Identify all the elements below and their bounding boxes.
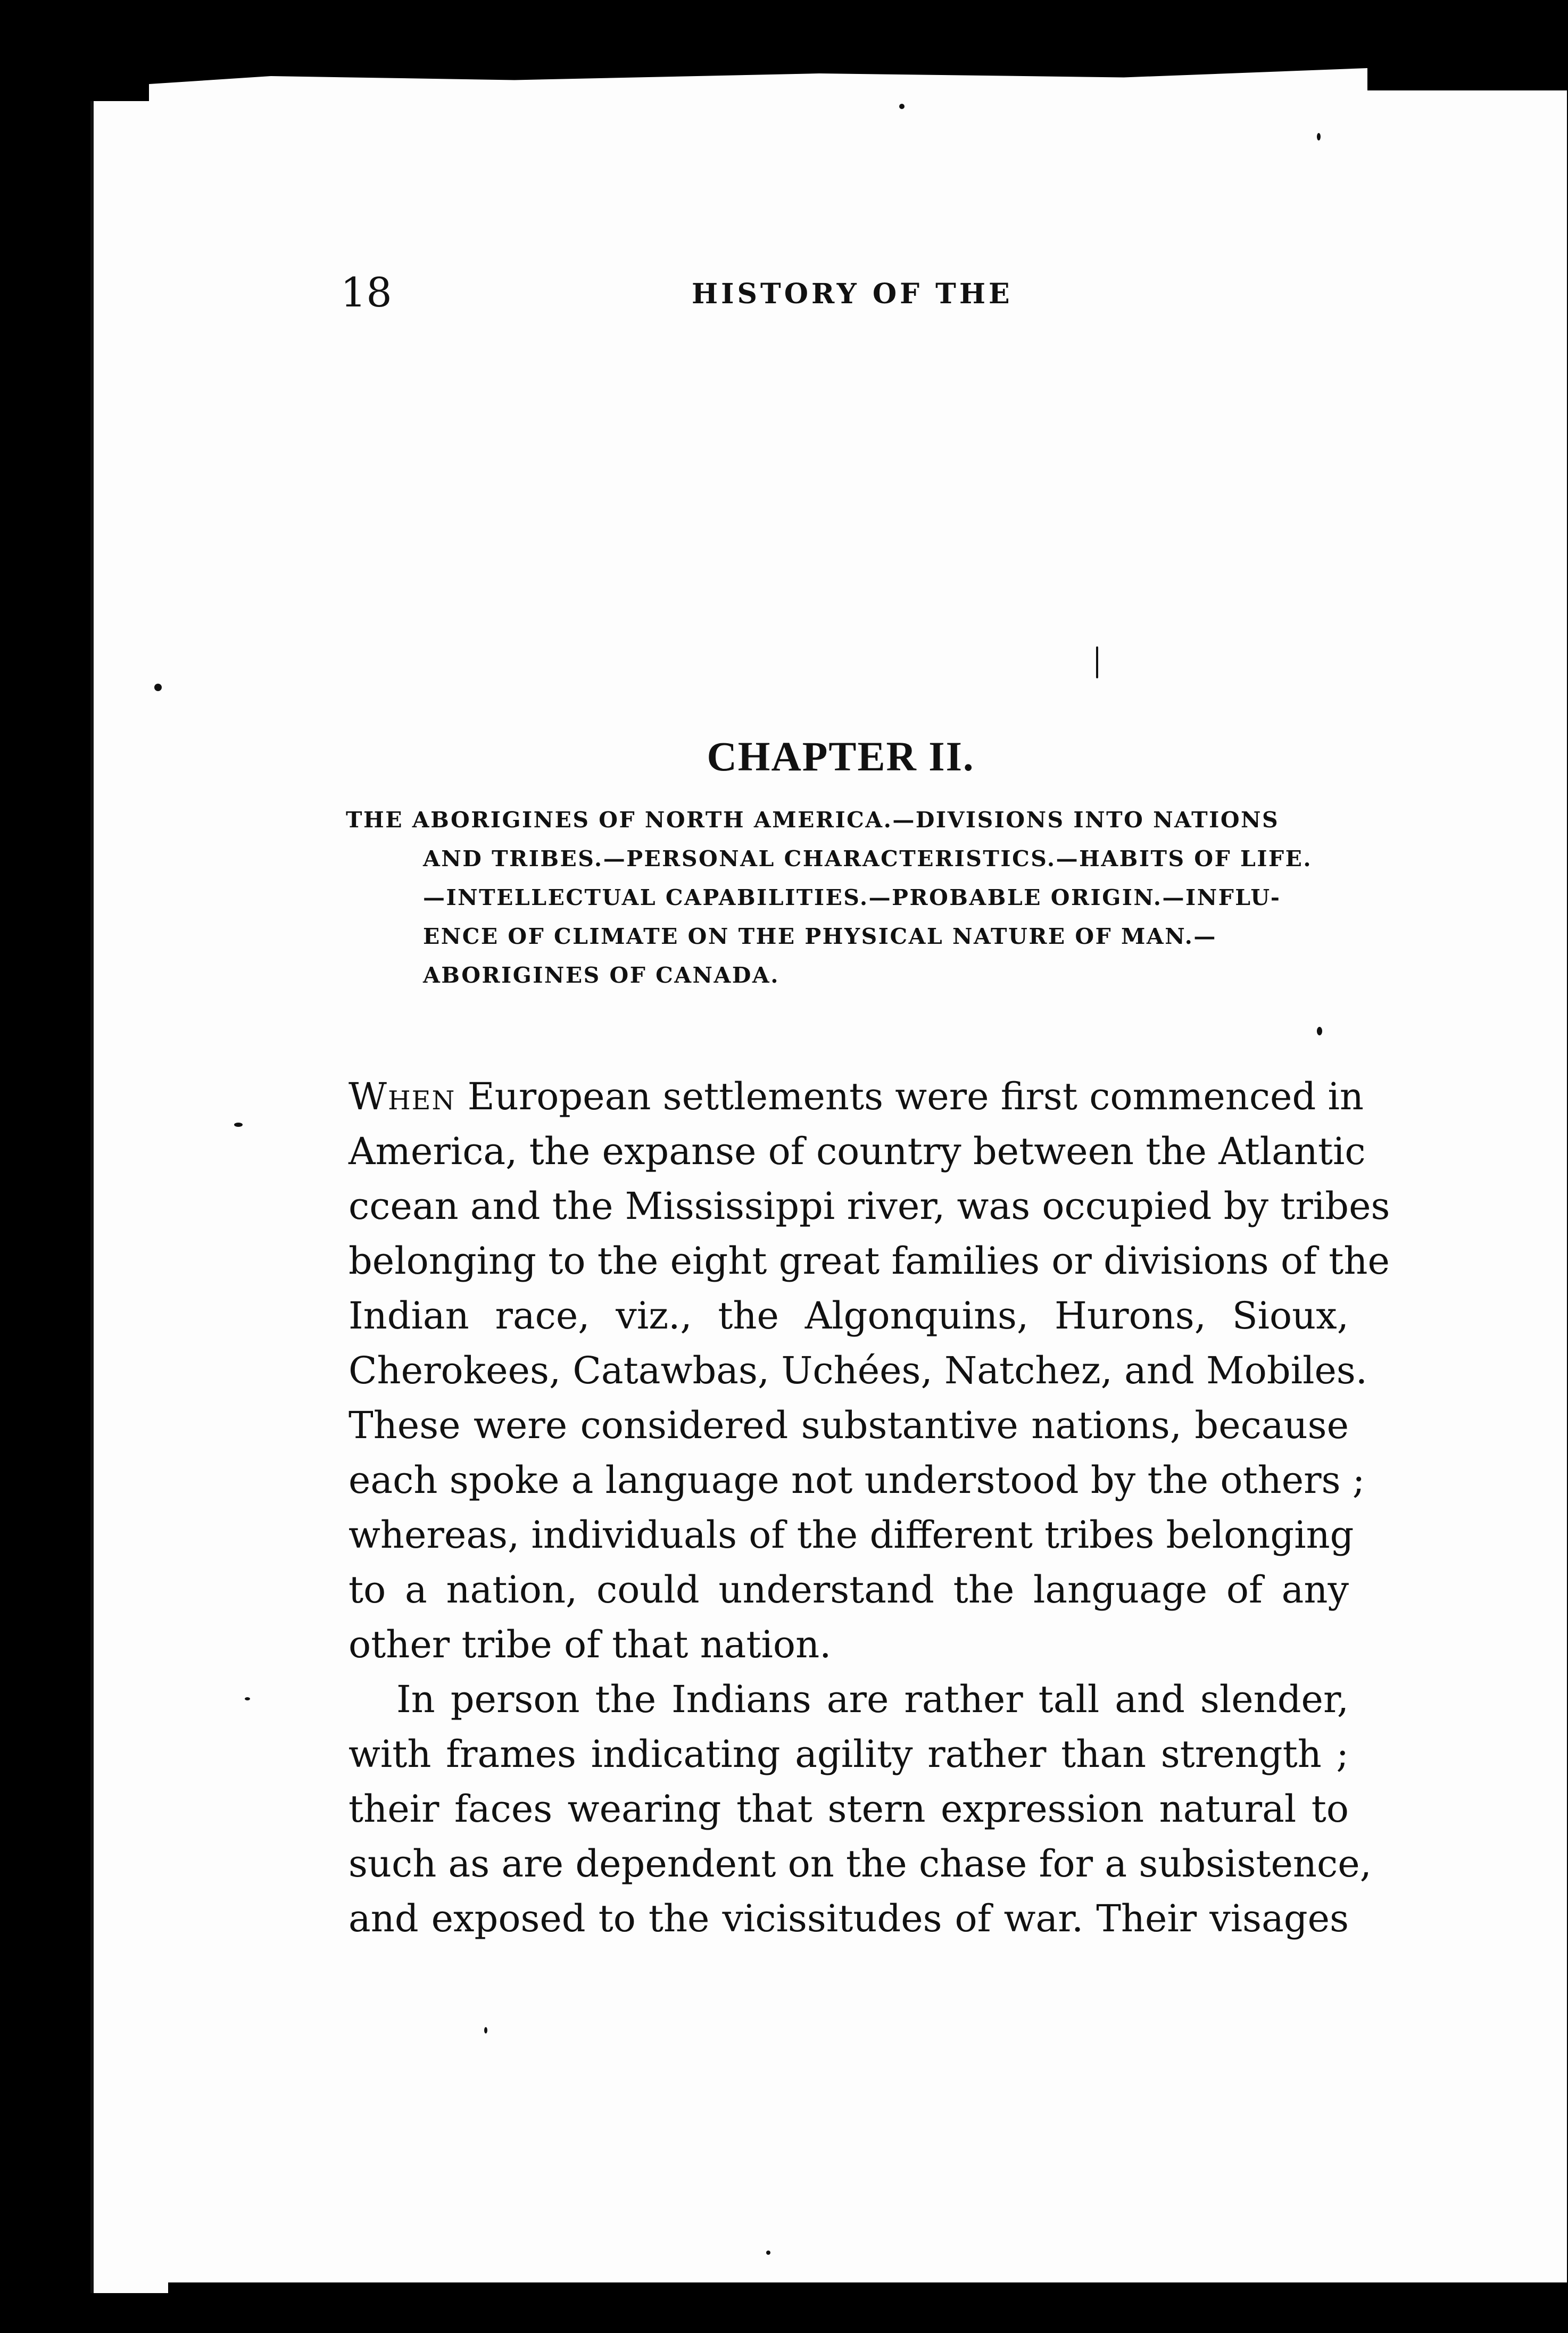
print-speck (1317, 133, 1321, 140)
chapter-synopsis (346, 801, 1341, 995)
running-title: HISTORY OF THE (692, 278, 1013, 310)
synopsis-line: THE ABORIGINES OF NORTH AMERICA.—DIVISIONS INTO NATIONS (346, 807, 1280, 833)
print-speck (484, 2027, 487, 2033)
text-line: ccean and the Mississippi river, was occupied by tribes (349, 1184, 1390, 1228)
body-text (349, 1069, 1390, 1946)
chapter-title: CHAPTER II. (707, 733, 975, 780)
synopsis-line: AND TRIBES.—PERSONAL CHARACTERISTICS.—HABITS OF LIFE. (423, 846, 1313, 871)
paragraph (349, 1672, 1372, 1946)
text-line: These were considered substantive nations, because (349, 1404, 1349, 1447)
running-head (341, 271, 1405, 314)
print-speck (766, 2251, 770, 2255)
lead-word: When (349, 1075, 456, 1118)
text-line: to a nation, could understand the language of any (349, 1568, 1349, 1612)
paragraph (349, 1069, 1390, 1672)
print-speck (234, 1123, 243, 1127)
text-line: America, the expanse of country between the Atlantic (349, 1130, 1366, 1173)
text-line: with frames indicating agility rather than strength ; (349, 1732, 1349, 1776)
text-line: their faces wearing that stern expression natural to (349, 1787, 1349, 1831)
text-line: each spoke a language not understood by the others ; (349, 1458, 1365, 1502)
synopsis-line: ENCE OF CLIMATE ON THE PHYSICAL NATURE OF MAN.— (423, 924, 1217, 949)
text-line: and exposed to the vicissitudes of war. Their visages (349, 1897, 1349, 1940)
text-line: Indian race, viz., the Algonquins, Hurons, Sioux, (349, 1294, 1349, 1338)
print-speck (899, 104, 905, 109)
page-number: 18 (341, 269, 392, 316)
text-line-rest: European settlements were first commenced in (455, 1075, 1364, 1118)
synopsis-line: —INTELLECTUAL CAPABILITIES.—PROBABLE ORIGIN.—INFLU- (423, 885, 1281, 910)
print-speck (245, 1697, 250, 1700)
text-line (349, 1069, 1364, 1124)
print-speck (1096, 646, 1098, 678)
text-line: other tribe of that nation. (349, 1623, 832, 1666)
text-line: whereas, individuals of the different tribes belonging (349, 1513, 1354, 1557)
text-line: such as are dependent on the chase for a subsistence, (349, 1842, 1372, 1886)
synopsis-line: ABORIGINES OF CANADA. (423, 962, 779, 988)
text-line: In person the Indians are rather tall and slender, (396, 1678, 1349, 1721)
print-speck (1317, 1027, 1322, 1035)
text-line: belonging to the eight great families or divisions of the (349, 1239, 1390, 1283)
print-speck (154, 684, 162, 691)
text-line: Cherokees, Catawbas, Uchées, Natchez, and Mobiles. (349, 1349, 1368, 1392)
